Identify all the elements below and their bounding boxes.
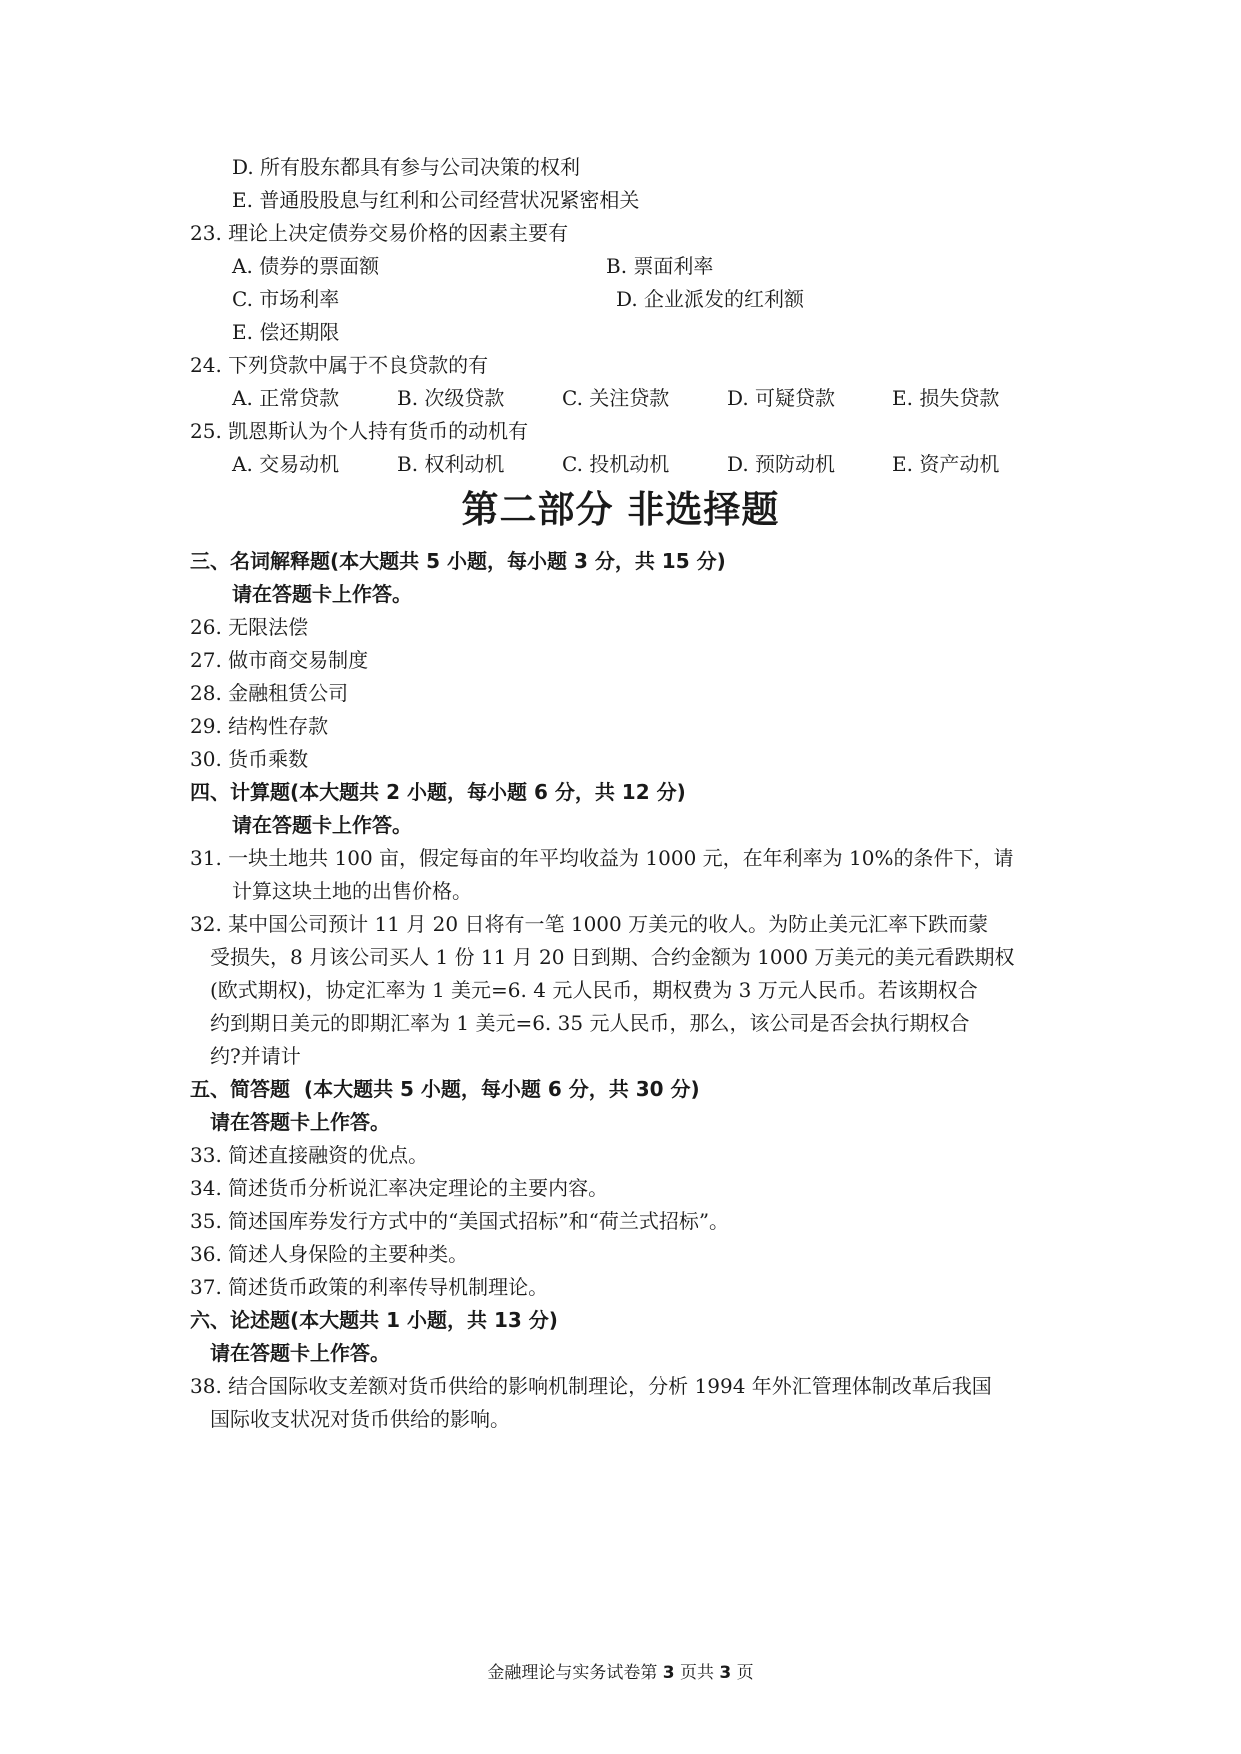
q38-line-2: 国际收支状况对货币供给的影响。 [210,1407,510,1431]
q23-option-a: A. 债券的票面额 [232,254,380,278]
q25-option-c: C. 投机动机 [562,452,670,476]
q38-line-1: 38. 结合国际收支差额对货币供给的影响机制理论，分析 1994 年外汇管理体制改革后我国 [190,1374,992,1398]
part-title: 第二部分 非选择题 [461,488,780,531]
q29-item: 29. 结构性存款 [190,714,329,738]
section-5-instruction: 请在答题卡上作答。 [210,1110,390,1134]
q23-stem: 23. 理论上决定债券交易价格的因素主要有 [190,221,569,245]
q22-option-e: E. 普通股股息与红利和公司经营状况紧密相关 [232,188,640,212]
section-3-instruction: 请在答题卡上作答。 [232,582,412,606]
section-3-heading: 三、名词解释题(本大题共 5 小题，每小题 3 分，共 15 分) [190,549,726,573]
q24-option-a: A. 正常贷款 [232,386,340,410]
q22-option-d: D. 所有股东都具有参与公司决策的权利 [232,155,581,179]
q33-item: 33. 简述直接融资的优点。 [190,1143,429,1167]
footer-page-total: 3 [719,1663,732,1683]
footer-text-c: 页 [731,1663,754,1683]
q32-line-3: (欧式期权)，协定汇率为 1 美元=6. 4 元人民币，期权费为 3 万元人民币。若该期权合 [210,978,978,1002]
q23-option-b: B. 票面利率 [606,254,714,278]
q35-item: 35. 简述国库券发行方式中的“美国式招标”和“荷兰式招标”。 [190,1209,730,1233]
q25-option-b: B. 权利动机 [397,452,505,476]
q32-line-4: 约到期日美元的即期汇率为 1 美元=6. 35 元人民币，那么，该公司是否会执行期权合 [210,1011,970,1035]
q36-item: 36. 简述人身保险的主要种类。 [190,1242,469,1266]
q24-stem: 24. 下列贷款中属于不良贷款的有 [190,353,489,377]
q24-option-b: B. 次级贷款 [397,386,505,410]
footer-text-a: 金融理论与实务试卷第 [487,1663,663,1683]
section-6-heading: 六、论述题(本大题共 1 小题，共 13 分) [190,1308,558,1332]
q25-option-e: E. 资产动机 [892,452,1000,476]
section-6-instruction: 请在答题卡上作答。 [210,1341,390,1365]
q28-item: 28. 金融租赁公司 [190,681,349,705]
section-5-heading: 五、简答题 (本大题共 5 小题，每小题 6 分，共 30 分) [190,1077,700,1101]
section-4-instruction: 请在答题卡上作答。 [232,813,412,837]
q23-option-c: C. 市场利率 [232,287,340,311]
page-footer [0,1662,1241,1684]
q27-item: 27. 做市商交易制度 [190,648,369,672]
q25-option-d: D. 预防动机 [727,452,836,476]
q32-line-5: 约?并请计 [210,1044,301,1068]
footer-page-current: 3 [662,1663,675,1683]
q24-option-d: D. 可疑贷款 [727,386,836,410]
q32-line-2: 受损失，8 月该公司买人 1 份 11 月 20 日到期、合约金额为 1000 万美元的美元看跌期权 [210,945,1015,969]
q34-item: 34. 简述货币分析说汇率决定理论的主要内容。 [190,1176,609,1200]
section-4-heading: 四、计算题(本大题共 2 小题，每小题 6 分，共 12 分) [190,780,686,804]
q24-option-e: E. 损失贷款 [892,386,1000,410]
q31-line-1: 31. 一块土地共 100 亩，假定每亩的年平均收益为 1000 元，在年利率为 10%的条件下，请 [190,846,1014,870]
q24-option-c: C. 关注贷款 [562,386,670,410]
q31-line-2: 计算这块土地的出售价格。 [232,879,472,903]
q32-line-1: 32. 某中国公司预计 11 月 20 日将有一笔 1000 万美元的收人。为防止美元汇率下跌而蒙 [190,912,989,936]
q37-item: 37. 简述货币政策的利率传导机制理论。 [190,1275,549,1299]
q26-item: 26. 无限法偿 [190,615,309,639]
q23-option-d: D. 企业派发的红利额 [616,287,805,311]
footer-text-b: 页共 [674,1663,720,1683]
q30-item: 30. 货币乘数 [190,747,309,771]
q25-stem: 25. 凯恩斯认为个人持有货币的动机有 [190,419,529,443]
q25-option-a: A. 交易动机 [232,452,340,476]
q23-option-e: E. 偿还期限 [232,320,340,344]
